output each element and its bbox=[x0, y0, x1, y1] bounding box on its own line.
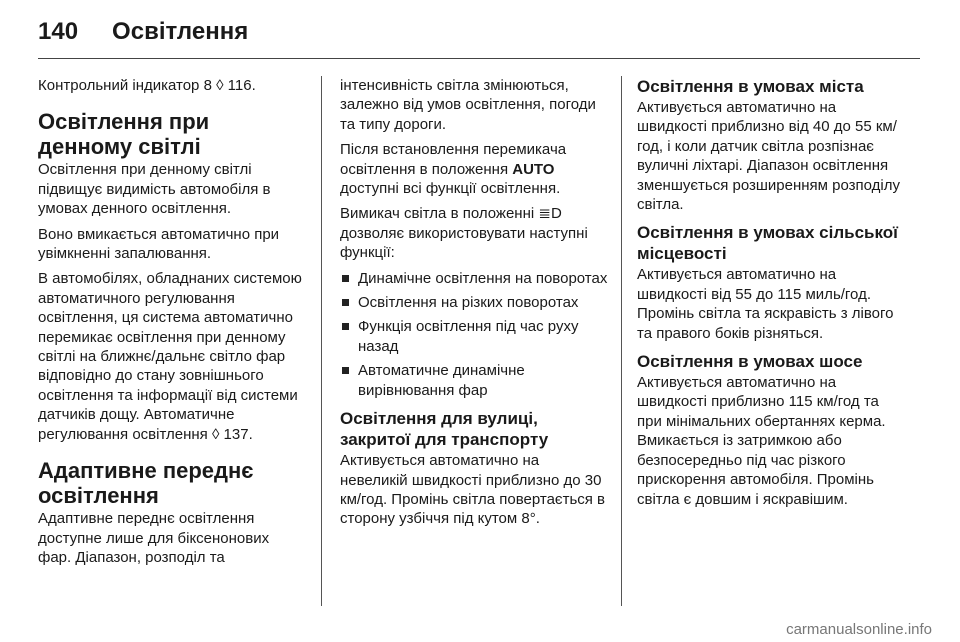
section-heading-rural: Освітлення в умовах сільської місцевості bbox=[637, 223, 898, 264]
column-divider-2 bbox=[621, 76, 622, 606]
paragraph-daytime-2: Воно вмикається автоматично при увімкненні запалювання. bbox=[38, 225, 280, 263]
paragraph-daytime-1: Освітлення при денному світлі підвищує видимість автомобіля в умовах денного освітлення. bbox=[38, 161, 271, 218]
indicator-reference: Контрольний індикатор 8 ◊ 116. bbox=[38, 77, 256, 94]
section-heading-daytime-lights: Освітлення при денному світлі bbox=[38, 109, 210, 160]
paragraph-adaptive: Адаптивне переднє освітлення доступне лише для біксенонових фар. Діапазон, розподіл та bbox=[38, 510, 270, 566]
section-heading-adaptive-lighting: Адаптивне переднє освітлення bbox=[38, 458, 254, 509]
paragraph-rural: Активується автоматично на швидкості від 55 до 115 миль/год. Промінь світла та яскравість з лівого та правого боків різняться. bbox=[637, 266, 894, 342]
auto-label: AUTO bbox=[512, 160, 555, 178]
page-number: 140 bbox=[38, 18, 79, 45]
paragraph-pedestrian-street: Активується автоматично на невеликій швидкості приблизно до 30 км/год. Промінь світла повертається в сторону узбіччя під кутом 8°. bbox=[340, 452, 606, 528]
section-heading-highway: Освітлення в умовах шосе bbox=[637, 352, 863, 372]
paragraph-daytime-3: В автомобілях, обладнаних системою автоматичного регулювання освітлення, ця система автоматично перемикає освітлення при денному світлі на ближнє/дальнє світло фар відповідно до стану зовнішнього освітлення та інформації від системи датчиків дощу. Автоматичне регулювання освітлення ◊ 137. bbox=[38, 270, 302, 443]
column-right bbox=[637, 76, 907, 515]
list-item: Освітлення на різких поворотах bbox=[340, 293, 608, 312]
paragraph-switch-position: Вимикач світла в положенні ≣D дозволяє використовувати наступні функції: bbox=[340, 205, 588, 262]
auto-text-before: Після встановлення перемикача освітлення в положення bbox=[340, 141, 567, 178]
list-item: Автоматичне динамічне вирівнювання фар bbox=[340, 361, 608, 400]
section-heading-pedestrian-street: Освітлення для вулиці, закритої для транспорту bbox=[340, 409, 549, 450]
function-list bbox=[340, 269, 608, 400]
page-title: Освітлення bbox=[112, 18, 249, 45]
page-header bbox=[38, 12, 248, 52]
header-divider bbox=[38, 58, 920, 59]
list-item: Динамічне освітлення на поворотах bbox=[340, 269, 608, 288]
auto-text-after: доступні всі функції освітлення. bbox=[340, 180, 561, 198]
column-left bbox=[38, 76, 304, 573]
paragraph-auto-switch bbox=[340, 140, 608, 198]
watermark: carmanualsonline.info bbox=[786, 621, 932, 638]
column-divider-1 bbox=[321, 76, 322, 606]
section-heading-city: Освітлення в умовах міста bbox=[637, 77, 864, 96]
paragraph-highway: Активується автоматично на швидкості приблизно 115 км/год та при мінімальних обертаннях керма. Вмикається із затримкою або безпосередньо під час різкого прискорення автомобіля. Промінь світла є довшим і яскравішим. bbox=[637, 374, 886, 508]
list-item: Функція освітлення під час руху назад bbox=[340, 317, 608, 356]
column-middle bbox=[340, 76, 608, 535]
paragraph-city: Активується автоматично на швидкості приблизно від 40 до 55 км/год, і коли датчик світла розпізнає вуличні ліхтарі. Діапазон освітлення зменшується розширенням розподілу світла. bbox=[637, 99, 901, 214]
paragraph-intensity: інтенсивність світла змінюються, залежно від умов освітлення, погоди та типу дороги. bbox=[340, 77, 596, 133]
